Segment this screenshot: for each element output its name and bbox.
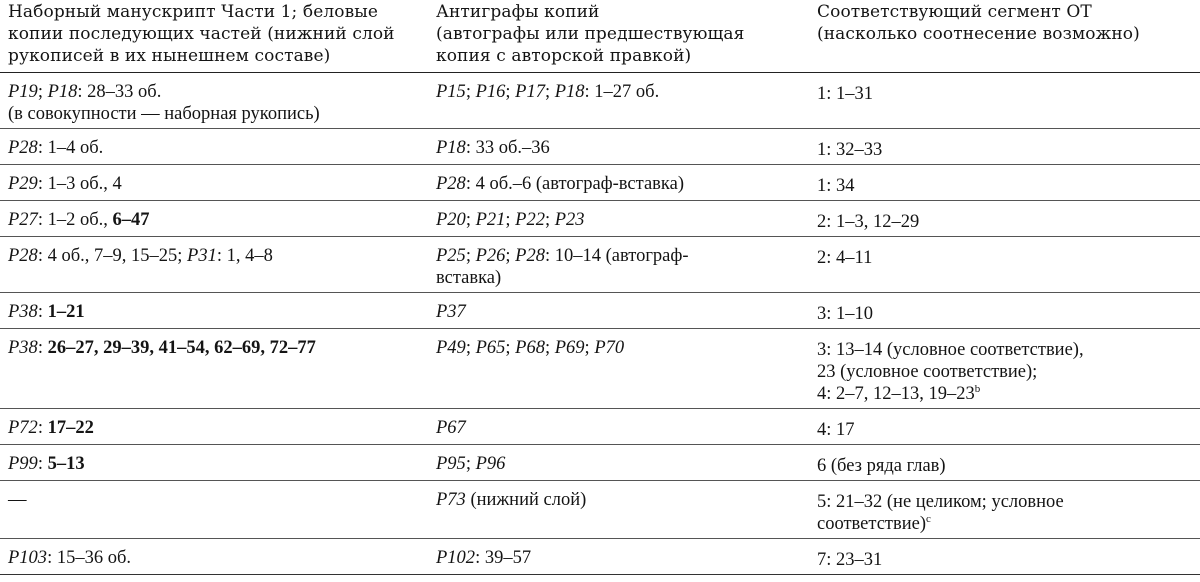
cell-text: — [8, 490, 27, 510]
cell-text: (в совокупности — наборная рукопись) [8, 104, 320, 124]
footnote-marker: c [926, 513, 931, 525]
cell-text: : 1–2 об., [37, 210, 113, 230]
manuscript-cell [0, 445, 428, 481]
table-row [0, 409, 1200, 445]
cell-text: соответствие) [817, 514, 927, 534]
antigraph-cell [428, 201, 809, 237]
manuscript-id: P99 [8, 454, 38, 474]
cell-text: 7: 23–31 [817, 550, 883, 570]
cell-text: : 1–27 об. [584, 82, 660, 102]
header-line: Антиграфы копий [436, 2, 600, 22]
table-row [0, 237, 1200, 293]
manuscript-cell [0, 329, 428, 409]
manuscript-id: P70 [594, 338, 625, 358]
header-line: рукописей в их нынешнем составе) [8, 46, 331, 66]
cell-text: : 28–33 об. [77, 82, 162, 102]
antigraph-cell [428, 481, 809, 539]
page-range-bold: 6–47 [112, 210, 150, 230]
cell-text: ; [465, 454, 476, 474]
cell-text: : 39–57 [475, 548, 532, 568]
ot-segment-cell [809, 539, 1200, 575]
manuscript-id: P19 [8, 82, 38, 102]
cell-text: ; [505, 82, 516, 102]
manuscript-id: P69 [554, 338, 585, 358]
header-line: Соответствующий сегмент OT [817, 2, 1092, 22]
cell-text: ; [544, 210, 555, 230]
cell-text: : 15–36 об. [47, 548, 131, 568]
manuscript-cell [0, 481, 428, 539]
cell-text: ; [544, 338, 555, 358]
cell-text: ; [544, 82, 555, 102]
manuscript-id: P18 [554, 82, 585, 102]
ot-segment-cell [809, 329, 1200, 409]
manuscript-cell [0, 539, 428, 575]
ot-segment-cell [809, 73, 1200, 129]
antigraph-cell [428, 129, 809, 165]
header-row [0, 0, 1200, 73]
cell-text: ; [465, 246, 476, 266]
manuscript-id: P18 [436, 138, 466, 158]
ot-segment-cell [809, 409, 1200, 445]
manuscript-id: P65 [475, 338, 506, 358]
cell-text: 4: 2–7, 12–13, 19–23 [817, 384, 975, 404]
cell-text: 5: 21–32 (не целиком; условное [817, 492, 1064, 512]
cell-text: 1: 1–31 [817, 84, 874, 104]
manuscript-id: P38 [8, 302, 38, 322]
manuscript-cell [0, 409, 428, 445]
table-row [0, 129, 1200, 165]
ot-segment-cell [809, 481, 1200, 539]
manuscript-id: P72 [8, 418, 38, 438]
manuscript-id: P17 [515, 82, 545, 102]
manuscript-cell [0, 129, 428, 165]
manuscript-id: P22 [515, 210, 545, 230]
antigraph-cell [428, 409, 809, 445]
cell-text: ; [505, 210, 516, 230]
manuscript-id: P28 [515, 246, 545, 266]
cell-text: ; [584, 338, 595, 358]
antigraph-cell [428, 539, 809, 575]
header-ot-segment [809, 0, 1200, 73]
cell-text: : 4 об., 7–9, 15–25; [37, 246, 188, 266]
page-range-bold: 1–21 [47, 302, 85, 322]
cell-text: : 1, 4–8 [216, 246, 273, 266]
table-header [0, 0, 1200, 73]
table-row [0, 201, 1200, 237]
antigraph-cell [428, 293, 809, 329]
manuscript-id: P67 [436, 418, 466, 438]
cell-text: : [37, 338, 48, 358]
cell-text: ; [37, 82, 48, 102]
table-row [0, 445, 1200, 481]
manuscript-id: P68 [515, 338, 545, 358]
cell-text: 4: 17 [817, 420, 855, 440]
cell-text: 3: 1–10 [817, 304, 874, 324]
manuscript-id: P27 [8, 210, 38, 230]
manuscript-id: P28 [8, 246, 38, 266]
manuscript-id: P31 [187, 246, 217, 266]
header-manuscripts [0, 0, 428, 73]
cell-text: : 4 об.–6 (автограф-вставка) [465, 174, 684, 194]
ot-segment-cell [809, 293, 1200, 329]
manuscript-cell [0, 293, 428, 329]
table-body [0, 73, 1200, 575]
manuscript-id: P37 [436, 302, 466, 322]
antigraph-cell [428, 73, 809, 129]
cell-text: 3: 13–14 (условное соответствие), [817, 340, 1084, 360]
table-row [0, 293, 1200, 329]
manuscript-id: P18 [47, 82, 78, 102]
page-range-bold: 26–27, 29–39, 41–54, 62–69, 72–77 [47, 338, 316, 358]
manuscript-id: P28 [436, 174, 466, 194]
manuscript-id: P25 [436, 246, 466, 266]
manuscript-id: P103 [8, 548, 48, 568]
table-row [0, 73, 1200, 129]
cell-text: : 10–14 (автограф- [544, 246, 689, 266]
cell-text: вставка) [436, 268, 502, 288]
manuscript-cell [0, 73, 428, 129]
manuscript-cell [0, 165, 428, 201]
header-line: (насколько соотнесение возможно) [817, 24, 1140, 44]
header-line: копия с авторской правкой) [436, 46, 692, 66]
cell-text: : [37, 454, 48, 474]
cell-text: : 1–3 об., 4 [37, 174, 122, 194]
antigraph-cell [428, 165, 809, 201]
cell-text: ; [465, 338, 476, 358]
page-range-bold: 5–13 [47, 454, 85, 474]
cell-text: : 33 об.–36 [465, 138, 550, 158]
cell-text: 2: 4–11 [817, 248, 873, 268]
header-line: Наборный манускрипт Части 1; беловые [8, 2, 379, 22]
manuscript-id: P26 [475, 246, 506, 266]
ot-segment-cell [809, 237, 1200, 293]
manuscript-id: P29 [8, 174, 38, 194]
header-line: (автографы или предшествующая [436, 24, 745, 44]
cell-text: (нижний слой) [465, 490, 587, 510]
antigraph-cell [428, 237, 809, 293]
cell-text: 1: 32–33 [817, 140, 883, 160]
antigraph-cell [428, 445, 809, 481]
cell-text: : [37, 418, 48, 438]
manuscript-id: P21 [475, 210, 506, 230]
cell-text: 23 (условное соответствие); [817, 362, 1038, 382]
manuscript-id: P16 [475, 82, 506, 102]
cell-text: 6 (без ряда глав) [817, 456, 946, 476]
ot-segment-cell [809, 445, 1200, 481]
ot-segment-cell [809, 165, 1200, 201]
page-range-bold: 17–22 [47, 418, 94, 438]
table-row [0, 165, 1200, 201]
manuscript-cell [0, 201, 428, 237]
table-row [0, 539, 1200, 575]
manuscript-id: P96 [475, 454, 506, 474]
manuscript-cell [0, 237, 428, 293]
antigraph-cell [428, 329, 809, 409]
header-antigraphs [428, 0, 809, 73]
cell-text: 2: 1–3, 12–29 [817, 212, 920, 232]
manuscript-id: P49 [436, 338, 466, 358]
header-line: копии последующих частей (нижний слой [8, 24, 395, 44]
manuscript-id: P102 [436, 548, 476, 568]
footnote-marker: b [974, 383, 981, 395]
table-row [0, 329, 1200, 409]
ot-segment-cell [809, 201, 1200, 237]
cell-text: : 1–4 об. [37, 138, 104, 158]
manuscript-id: P23 [554, 210, 585, 230]
cell-text: ; [465, 82, 476, 102]
ot-segment-cell [809, 129, 1200, 165]
manuscript-id: P20 [436, 210, 466, 230]
table-row [0, 481, 1200, 539]
cell-text: ; [505, 246, 516, 266]
cell-text: ; [505, 338, 516, 358]
manuscript-id: P28 [8, 138, 38, 158]
cell-text: 1: 34 [817, 176, 855, 196]
manuscript-id: P73 [436, 490, 466, 510]
manuscript-id: P15 [436, 82, 466, 102]
cell-text: : [37, 302, 48, 322]
manuscript-id: P38 [8, 338, 38, 358]
manuscript-id: P95 [436, 454, 466, 474]
cell-text: ; [465, 210, 476, 230]
